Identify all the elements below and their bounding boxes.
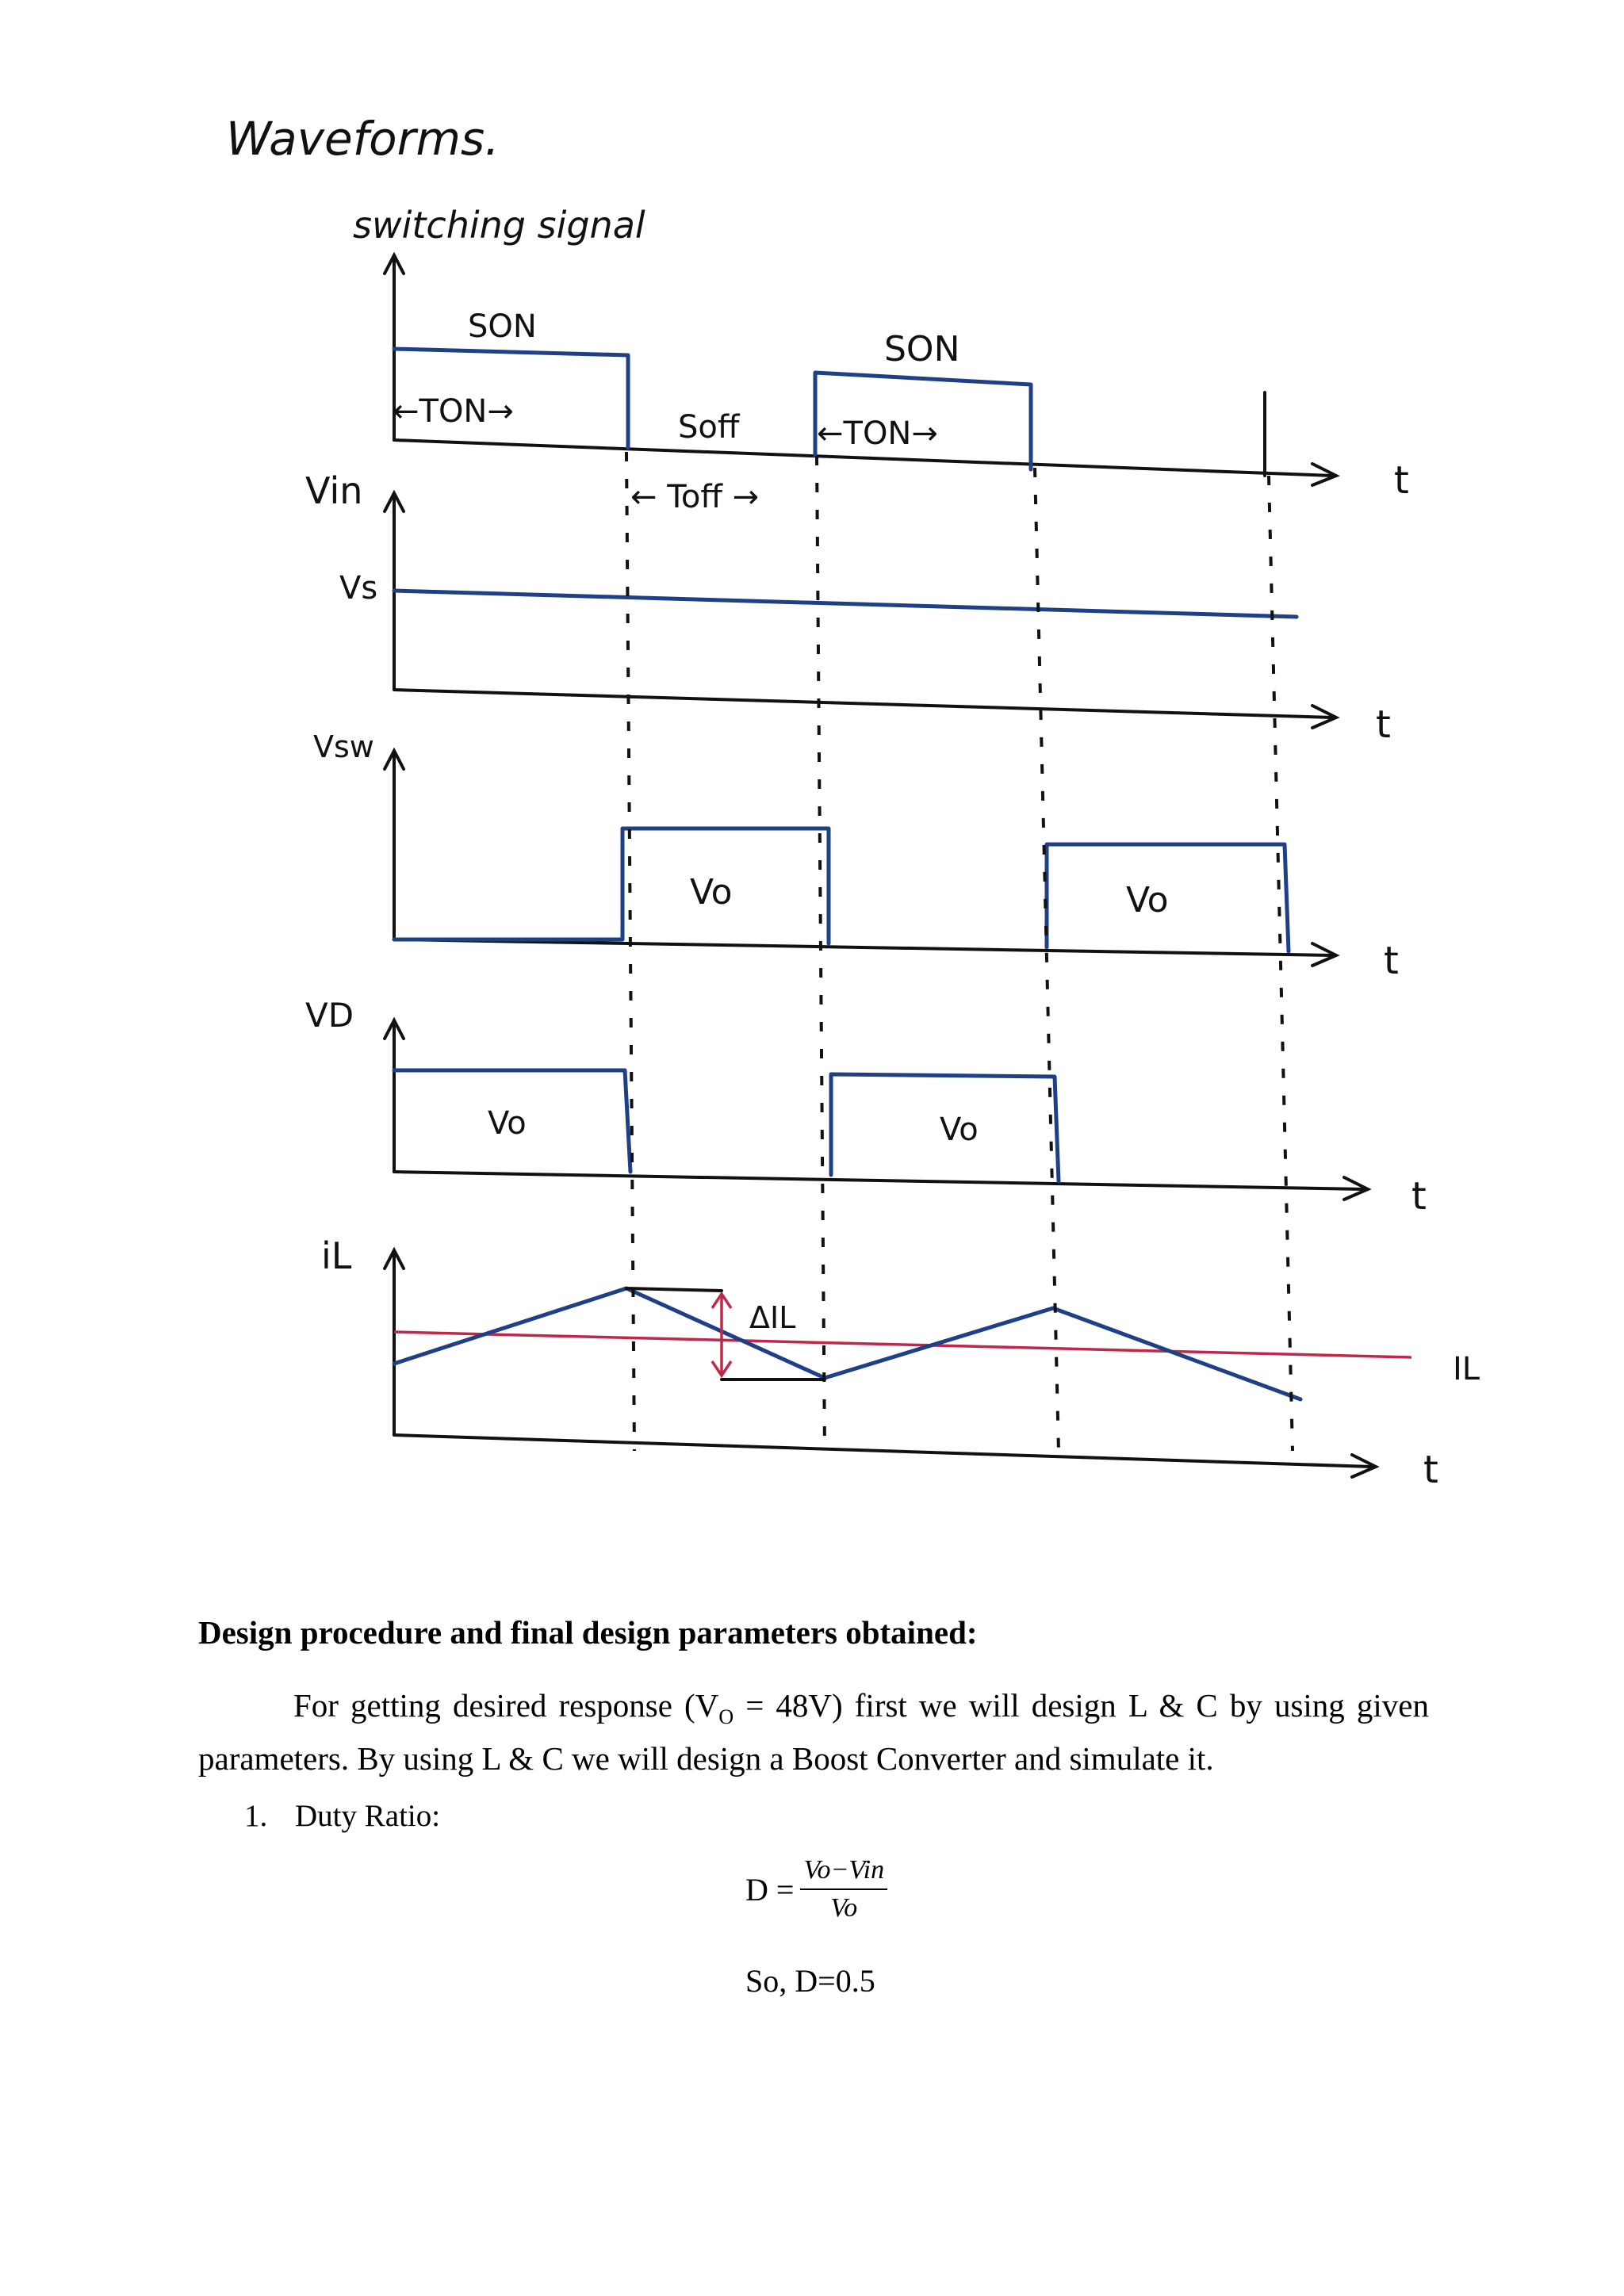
vsw-t-label: t: [1384, 939, 1399, 983]
il-t-label: t: [1423, 1448, 1438, 1492]
formula-numerator: Vo−Vin: [800, 1855, 887, 1890]
formula-fraction: [800, 1855, 887, 1923]
il-avg-label: IL: [1453, 1351, 1480, 1387]
vin-axes: [385, 493, 1336, 728]
list-item-duty-ratio: [244, 1798, 440, 1834]
toff-label: ← Toff →: [630, 479, 760, 515]
vd-axes: [385, 1020, 1368, 1200]
vsw-axes: [385, 751, 1336, 966]
ton-label-2: ←TON→: [817, 415, 938, 452]
vsw-axis-label: Vsw: [313, 729, 374, 764]
duty-ratio-formula: [745, 1855, 887, 1923]
vin-t-label: t: [1376, 702, 1391, 747]
ton-label-1: ←TON→: [393, 393, 514, 430]
son-label-1: SON: [468, 308, 537, 345]
il-ripple-label: ΔIL: [749, 1300, 796, 1335]
para-part-a: For getting desired response (V: [293, 1687, 719, 1724]
vsw-pulse-label-1: Vo: [690, 872, 733, 913]
switching-t-label: t: [1394, 458, 1409, 503]
switching-signal-label: switching signal: [353, 204, 645, 247]
vd-pulse-label-1: Vo: [488, 1105, 527, 1142]
son-label-2: SON: [884, 329, 960, 369]
vin-axis-label: Vin: [305, 469, 363, 512]
para-part-b: = 48V) first we will design L & C by using given parameters. By using L & C we will design a Boost Converter and simulate it.: [198, 1687, 1429, 1777]
formula-denominator: Vo: [830, 1893, 858, 1923]
il-axes: [385, 1250, 1376, 1477]
para-subscript: O: [718, 1705, 734, 1729]
list-item-number: 1.: [244, 1799, 268, 1833]
il-axis-label: iL: [321, 1234, 352, 1277]
vin-level-label: Vs: [339, 570, 378, 607]
soff-label: Soff: [678, 409, 740, 446]
formula-lhs: D =: [745, 1871, 795, 1908]
list-item-label: Duty Ratio:: [295, 1799, 441, 1833]
diagram-title: Waveforms.: [226, 112, 500, 166]
vd-t-label: t: [1411, 1174, 1427, 1219]
section-heading: Design procedure and final design parameters obtained:: [198, 1614, 978, 1651]
vin-wave: [394, 591, 1297, 617]
vd-axis-label: VD: [305, 996, 354, 1035]
vsw-pulse-label-2: Vo: [1126, 880, 1169, 920]
intro-paragraph: [198, 1685, 1429, 1779]
vd-pulse-label-2: Vo: [940, 1112, 979, 1148]
duty-ratio-result: So, D=0.5: [745, 1963, 875, 1999]
